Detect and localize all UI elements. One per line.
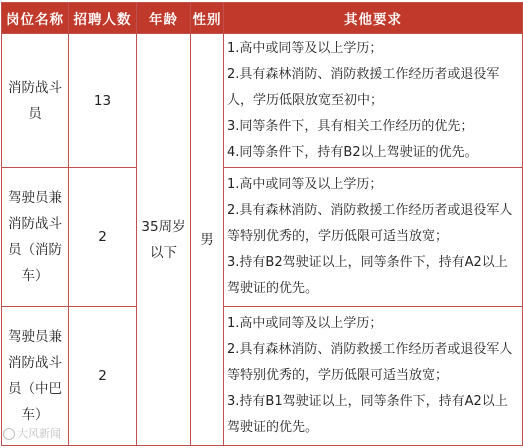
requirement-item: 1.高中或同等及以上学历； [227,40,383,56]
requirement-item: 3.持有B2驾驶证以上，同等条件下，持有A2以上驾驶证的优先。 [227,255,508,296]
requirement-item: 2.具有森林消防、消防救援工作经历者或退役军人等特别优秀的，学历低限可适当放宽； [227,203,513,244]
table-row [2,34,523,168]
header-age: 年龄 [137,3,191,34]
requirements-cell [224,168,523,307]
header-requirements: 其他要求 [224,3,523,34]
table-row [2,168,523,307]
header-row [2,3,523,34]
age-limit: 35周岁以下 [137,34,191,446]
gender: 男 [191,34,224,446]
requirement-item: 4.同等条件下，持有B2以上驾驶证的优先。 [227,144,478,160]
recruitment-table [1,2,523,446]
watermark [3,425,61,441]
position-name: 驾驶员兼消防战斗员（中巴车） [2,307,69,446]
header-position: 岗位名称 [2,3,69,34]
table-row [2,307,523,446]
watermark-logo-icon [3,428,15,440]
requirement-item: 2.具有森林消防、消防救援工作经历者或退役军人，学历低限放宽至初中； [227,66,500,108]
requirement-item: 3.持有B1驾驶证以上，同等条件下，持有A2以上驾驶证的优先。 [227,394,508,435]
requirement-item: 1.高中或同等及以上学历； [227,316,383,331]
watermark-text: 大风新闻 [17,427,61,440]
position-name: 消防战斗员 [2,34,69,168]
requirements-cell [224,34,523,168]
hire-count: 2 [69,168,137,307]
header-gender: 性别 [191,3,224,34]
requirement-item: 2.具有森林消防、消防救援工作经历者或退役军人等特别优秀的，学历低限可适当放宽； [227,342,513,383]
requirements-cell [224,307,523,446]
hire-count: 2 [69,307,137,446]
position-name: 驾驶员兼消防战斗员（消防车） [2,168,69,307]
header-count: 招聘人数 [69,3,137,34]
requirement-item: 3.同等条件下，具有相关工作经历的优先； [227,118,474,134]
requirement-item: 1.高中或同等及以上学历； [227,177,383,192]
hire-count: 13 [69,34,137,168]
